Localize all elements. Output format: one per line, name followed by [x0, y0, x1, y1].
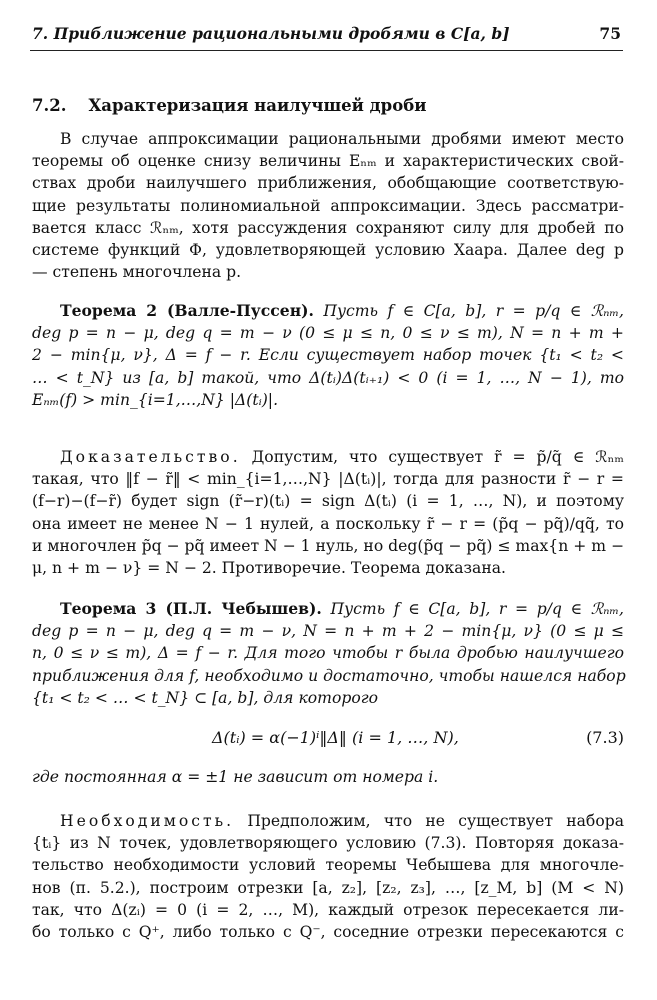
section-number: 7.2.	[32, 96, 67, 115]
text-line: вается класс ℛₙₘ, хотя рассуждения сохраняют силу для дробей по	[32, 218, 624, 237]
text-line: щие результаты полиномиальной аппроксимации. Здесь рассматри-	[32, 196, 624, 215]
text-line: Eₙₘ(f) > min_{i=1,…,N} |Δ(tᵢ)|.	[32, 390, 279, 409]
text-line: n, 0 ≤ ν ≤ m), Δ = f − r. Для того чтобы r была дробью наилучшего	[32, 644, 624, 663]
formula-number: (7.3)	[586, 728, 624, 747]
text-line: … < t_N} из [a, b] такой, что Δ(tᵢ)Δ(tᵢ₊₁) < 0 (i = 1, …, N − 1), то	[32, 368, 624, 387]
text-line: {tᵢ} из N точек, удовлетворяющего условию (7.3). Повторяя доказа-	[32, 834, 624, 853]
text-line: μ, n + m − ν} = N − 2. Противоречие. Теорема доказана.	[32, 559, 506, 578]
formula-7-3: Δ(tᵢ) = α(−1)ⁱ‖Δ‖ (i = 1, …, N),	[212, 728, 459, 747]
text-line: Допустим, что существует r̃ = p̃/q̃ ∈ ℛₙₘ	[251, 448, 624, 466]
page-number: 75	[599, 24, 621, 43]
text-line: теоремы об оценке снизу величины Eₙₘ и характеристических свой-	[32, 152, 624, 171]
text-line: deg p = n − μ, deg q = m − ν (0 ≤ μ ≤ n, 0 ≤ ν ≤ m), N = n + m +	[32, 324, 624, 343]
necessity-label: Необходимость.	[60, 812, 235, 830]
text-line: системе функций Φ, удовлетворяющей условию Хаара. Далее deg p	[32, 241, 624, 260]
text-line: и многочлен p̃q − pq̃ имеет N − 1 нуль, но deg(p̃q − pq̃) ≤ max{n + m −	[32, 536, 625, 555]
header-rule	[30, 50, 623, 51]
text-line: deg p = n − μ, deg q = m − ν, N = n + m + 2 − min{μ, ν} (0 ≤ μ ≤	[32, 622, 624, 641]
text-line: где постоянная α = ±1 не зависит от номера i.	[32, 768, 439, 786]
theorem-2	[32, 300, 624, 411]
proof-2	[32, 446, 624, 579]
theorem-3-head: Теорема 3 (П.Л. Чебышев).	[60, 599, 322, 618]
text-line: ствах дроби наилучшего приближения, обобщающие соответствую-	[32, 174, 624, 193]
section-title: Характеризация наилучшей дроби	[88, 96, 427, 115]
text-line: бо только с Q⁺, либо только с Q⁻, соседние отрезки пересекаются с	[32, 923, 624, 942]
text-line: такая, что ‖f − r̃‖ < min_{i=1,…,N} |Δ(tᵢ)|, тогда для разности r̃ − r =	[32, 470, 624, 489]
text-line: Предположим, что не существует набора	[247, 812, 624, 830]
text-line: Пусть f ∈ C[a, b], r = p/q ∈ ℛₙₘ,	[323, 302, 625, 320]
text-line: она имеет не менее N − 1 нулей, а поскольку r̃ − r = (p̃q − pq̃)/qq̃, то	[32, 514, 624, 533]
intro-paragraph	[32, 128, 624, 283]
text-line: В случае аппроксимации рациональными дробями имеют место	[60, 130, 624, 148]
text-line: приближения для f, необходимо и достаточно, чтобы нашелся набор	[32, 666, 626, 685]
text-line: {t₁ < t₂ < … < t_N} ⊂ [a, b], для которого	[32, 688, 378, 707]
theorem-3	[32, 598, 624, 709]
running-head	[32, 24, 621, 43]
necessity-paragraph	[32, 810, 624, 943]
theorem-2-head: Теорема 2 (Валле-Пуссен).	[60, 301, 314, 320]
text-line: тельство необходимости условий теоремы Чебышева для многочле-	[32, 856, 624, 875]
text-line: (f−r)−(f−r̃) будет sign (r̃−r)(tᵢ) = sign Δ(tᵢ) (i = 1, …, N), и поэтому	[32, 492, 624, 511]
text-line: нов (п. 5.2.), построим отрезки [a, z₂], [z₂, z₃], …, [z_M, b] (M < N)	[32, 878, 624, 897]
section-heading	[32, 96, 426, 115]
proof-label: Доказательство.	[60, 448, 241, 466]
running-title: 7. Приближение рациональными дробями в C[a, b]	[32, 24, 510, 43]
text-line: так, что Δ(zᵢ) = 0 (i = 2, …, M), каждый отрезок пересекается ли-	[32, 900, 624, 919]
theorem-3-tail	[32, 766, 624, 788]
text-line: — степень многочлена p.	[32, 263, 242, 282]
text-line: Пусть f ∈ C[a, b], r = p/q ∈ ℛₙₘ,	[330, 600, 624, 618]
text-line: 2 − min{μ, ν}, Δ = f − r. Если существует набор точек {t₁ < t₂ <	[32, 346, 624, 365]
